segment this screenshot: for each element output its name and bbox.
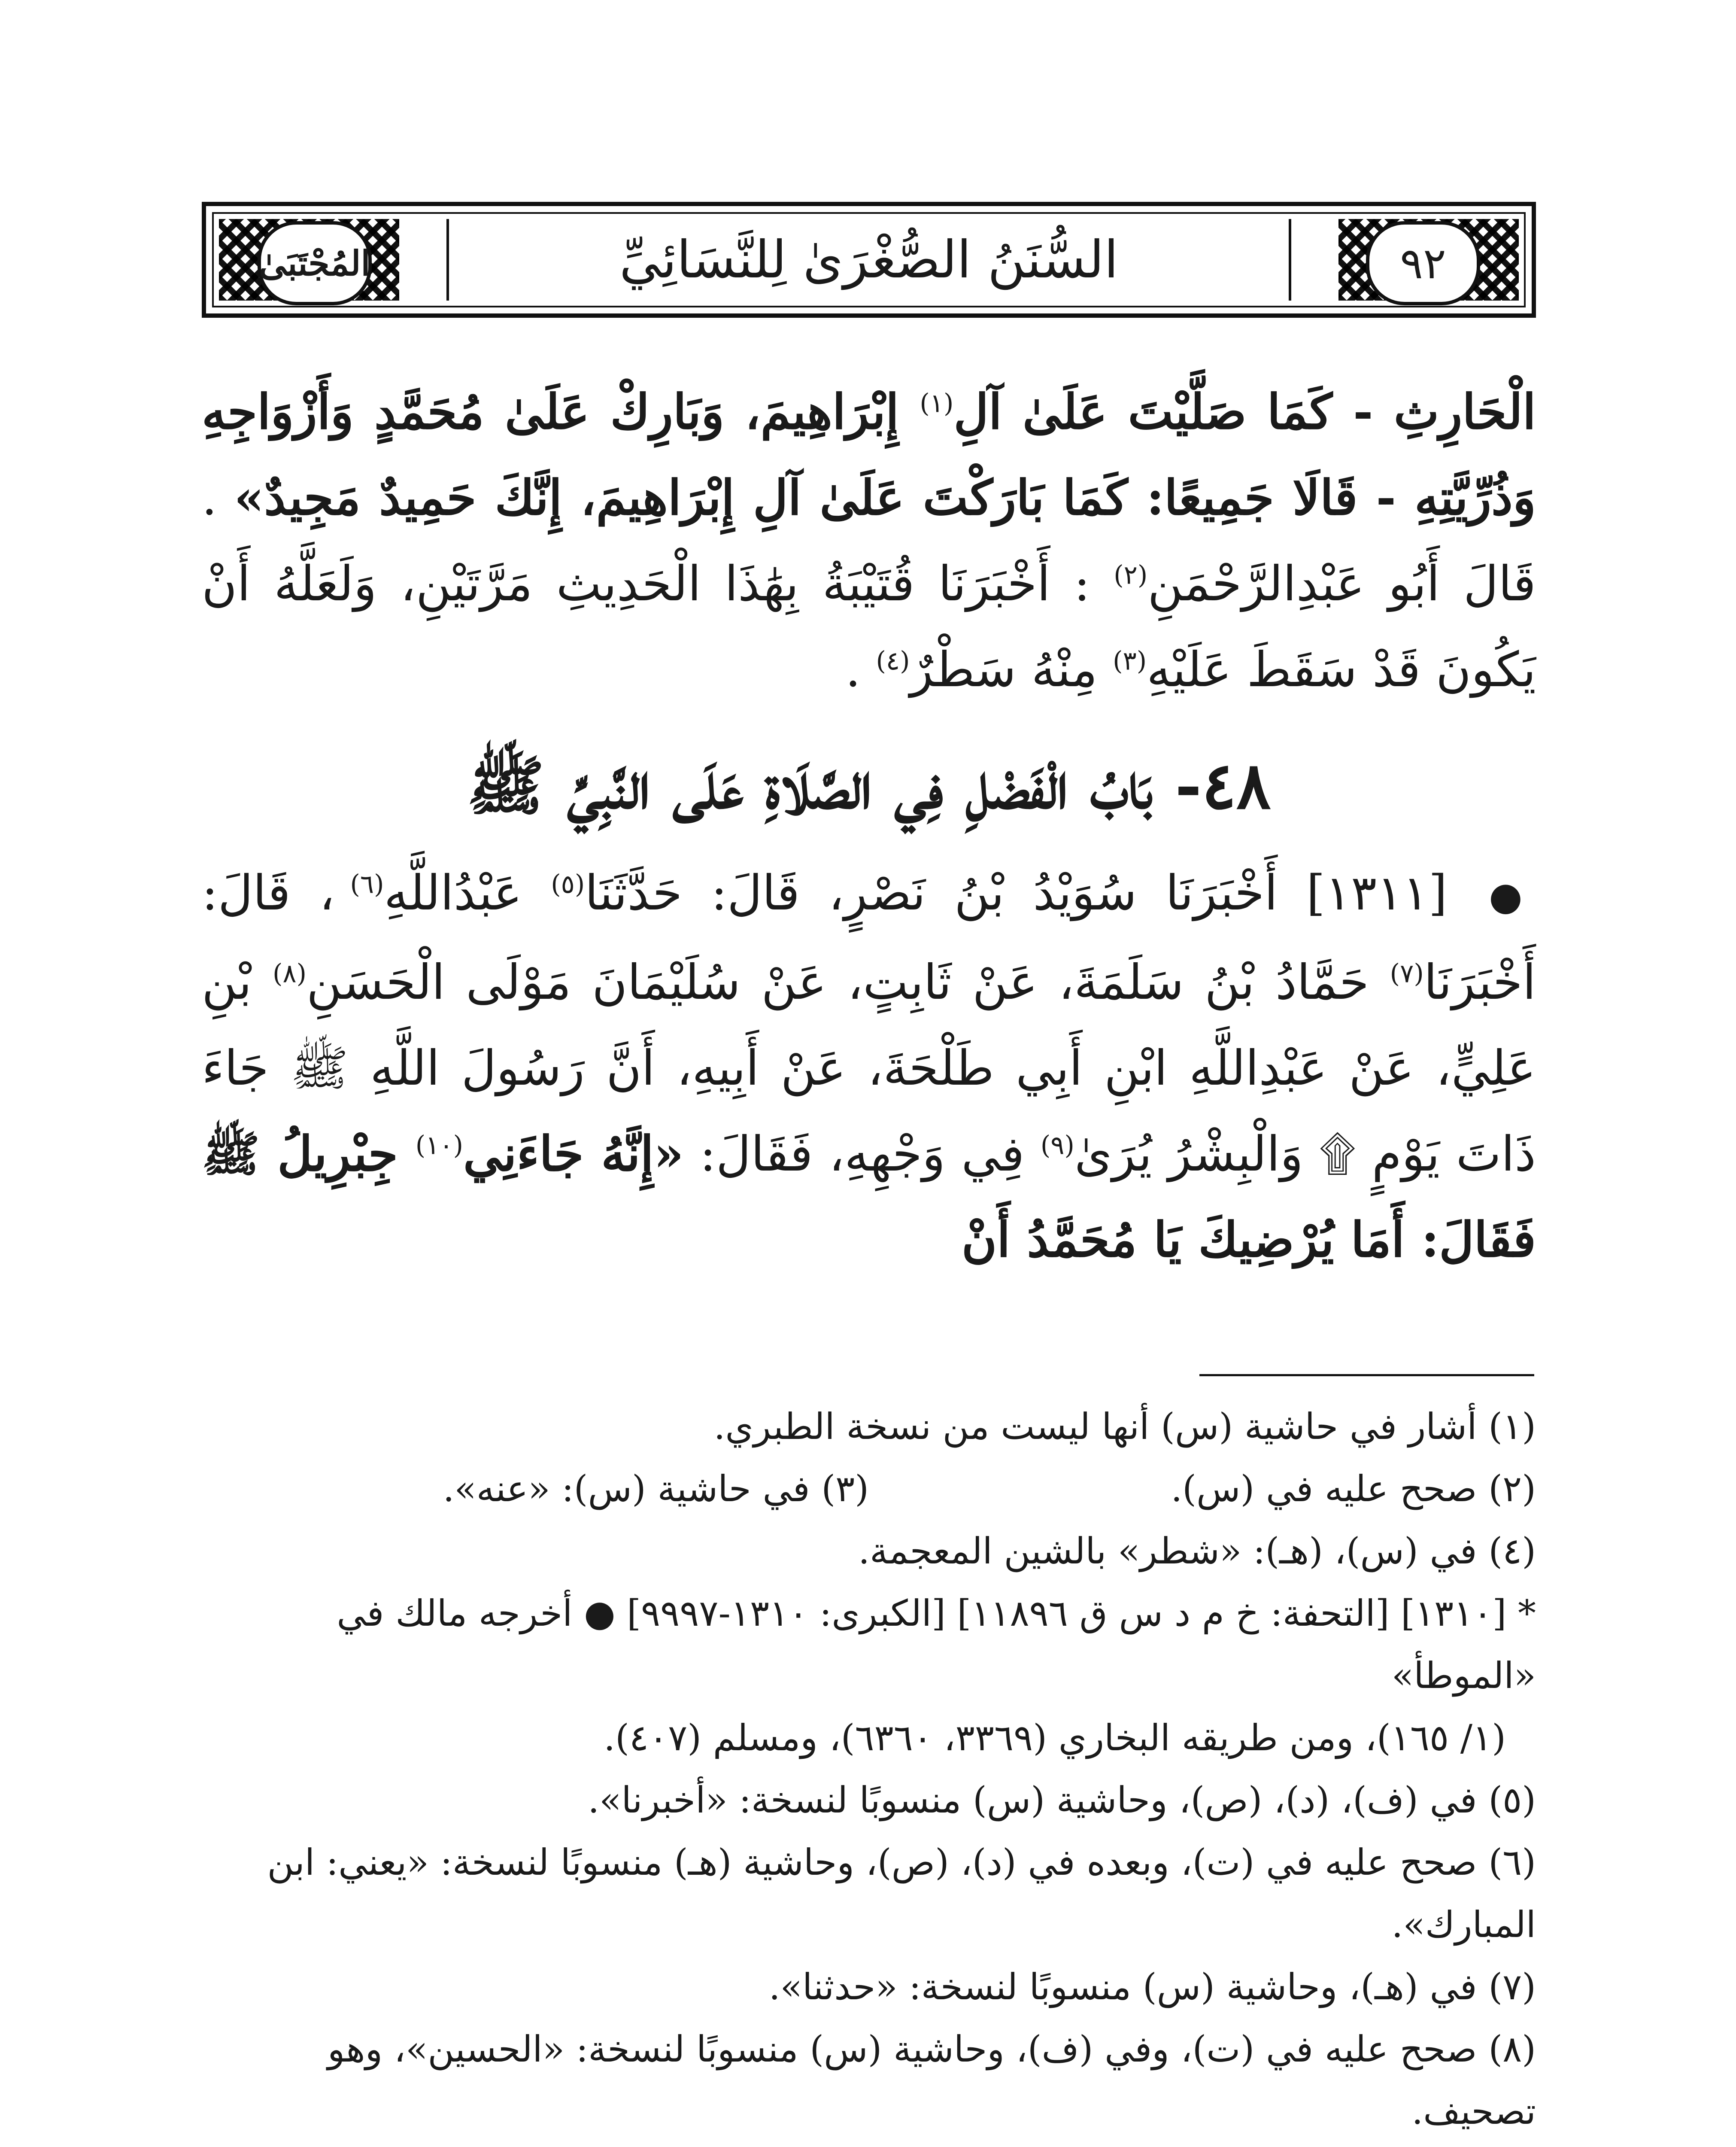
takhrij-note: * [١٣١٠] [التحفة: خ م د س ق ١١٨٩٦] [الكبرى: ١٣١٠-٩٩٩٧] ● أخرجه مالك في «الموطأ» [337,1592,1536,1697]
text-run: جِبْرِيلُ ﷺ فَقَالَ: أَمَا يُرْضِيكَ يَا مُحَمَّدُ أَنْ [202,1126,1536,1268]
footnote-ref: (٥) [551,869,585,900]
footnote-5: (٥) في (ف)، (د)، (ص)، وحاشية (س) منسوبًا لنسخة: «أخبرنا». [588,1779,1536,1821]
text-run: مِنْهُ سَطْرٌ [910,642,1113,698]
book-emblem: المُجْتَبَىٰ [258,221,372,305]
footnote-ref: (٢) [1114,560,1148,590]
text-run: «إِنَّهُ جَاءَنِي [463,1126,684,1182]
text-run: عَبْدُاللَّهِ [384,865,551,921]
takhrij-note-continued: (١/ ١٦٥)، ومن طريقه البخاري (٣٣٦٩، ٦٣٦٠)، ومسلم (٤٠٧). [604,1717,1506,1759]
text-run: . قَالَ أَبُو عَبْدِالرَّحْمَنِ [202,470,1536,612]
book-title: السُّنَنُ الصُّغْرَىٰ لِلنَّسَائِيِّ [446,219,1291,301]
main-text [202,369,1536,1283]
bullet-icon: ● [1489,874,1536,919]
footnote-ref: (١) [920,388,954,419]
hadith-paragraph [202,850,1536,1283]
footnote-3: (٣) في حاشية (س): «عنه». [443,1468,869,1510]
footnote-8: (٨) صحح عليه في (ت)، وفي (ف)، وحاشية (س) منسوبًا لنسخة: «الحسين»، وهو تصحيف. [327,2028,1536,2132]
footnote-ref: (١٠) [415,1130,464,1161]
footnote-ref: (٤) [876,646,910,676]
section-heading: ٤٨- بَابُ الْفَضْلِ فِي الصَّلَاةِ عَلَى النَّبِيِّ ﷺ [467,748,1271,824]
footnote-ref: (٦) [350,869,384,900]
footnote-6: (٦) صحح عليه في (ت)، وبعده في (د)، (ص)، وحاشية (هـ) منسوبًا لنسخة: «يعني: ابن المبارك». [267,1841,1536,1946]
text-run: : أَخْبَرَنَا قُتَيْبَةُ بِهَٰذَا الْحَدِيثِ مَرَّتَيْنِ، وَلَعَلَّهُ أَنْ يَكُونَ قَدْ سَقَطَ عَلَيْهِ [202,556,1536,698]
text-run: . [845,642,876,698]
footnotes [202,1396,1536,2147]
text-run: حَمَّادُ بْنُ سَلَمَةَ، عَنْ ثَابِتٍ، عَنْ سُلَيْمَانَ مَوْلَى الْحَسَنِ [307,955,1390,1010]
footnote-ref: (٣) [1113,646,1147,676]
paragraph-continuation [202,369,1536,713]
footnote-7: (٧) في (هـ)، وحاشية (س) منسوبًا لنسخة: «حدثنا». [768,1966,1536,2008]
page-number: ٩٢ [1366,221,1480,305]
footnote-divider [1199,1374,1534,1376]
footnote-ref: (٩) [1040,1130,1074,1161]
text-run: بْنِ عَلِيٍّ، عَنْ عَبْدِاللَّهِ ابْنِ أَبِي طَلْحَةَ، عَنْ أَبِيهِ، أَنَّ رَسُولَ اللَّهِ ﷺ جَاءَ ذَاتَ يَوْمٍ ۩ وَالْبِشْرُ يُرَىٰ [202,955,1536,1182]
footnote-1: (١) أشار في حاشية (س) أنها ليست من نسخة الطبري. [713,1405,1536,1448]
manuscript-page-marker [202,2143,1536,2147]
text-run: الْحَارِثِ - كَمَا صَلَّيْتَ عَلَىٰ آلِ [953,384,1536,440]
text-run: فِي وَجْهِهِ، فَقَالَ: [683,1126,1041,1182]
footnote-2: (٢) صحح عليه في (س). [1171,1468,1536,1510]
text-run: ، قَالَ: أَخْبَرَنَا [202,865,1536,1010]
footnote-ref: (٨) [272,958,307,989]
footnote-4: (٤) في (س)، (هـ): «شطر» بالشين المعجمة. [858,1530,1536,1572]
running-header [202,202,1536,318]
text-run: إِبْرَاهِيمَ، وَبَارِكْ عَلَىٰ مُحَمَّدٍ وَأَزْوَاجِهِ وَذُرِّيَّتِهِ - قَالَا جَمِيعًا: كَمَا بَارَكْتَ عَلَىٰ آلِ إِبْرَاهِيمَ، إِنَّكَ حَمِيدٌ مَجِيدٌ» [202,384,1536,526]
text-run: [١٣١١] أَخْبَرَنَا سُوَيْدُ بْنُ نَصْرٍ، قَالَ: حَدَّثَنَا [585,865,1476,921]
footnote-row [202,1458,1536,1520]
footnote-ref: (٧) [1390,958,1424,989]
